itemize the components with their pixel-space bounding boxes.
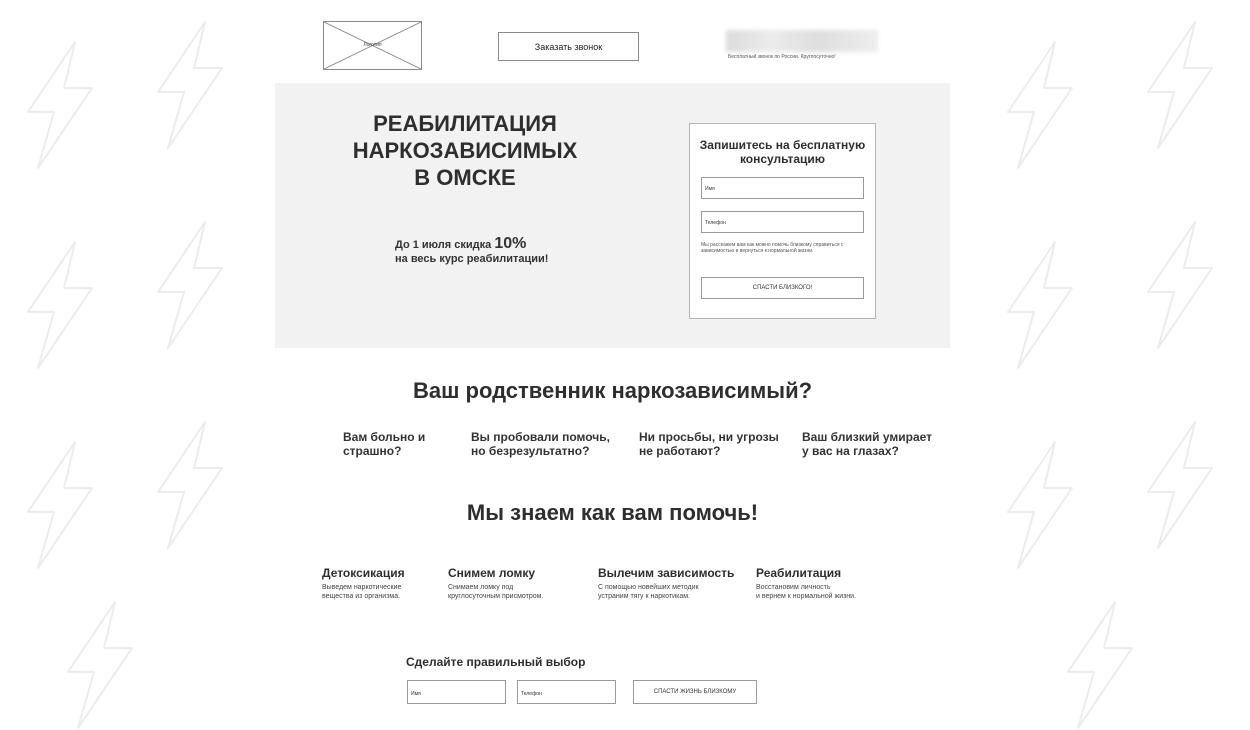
phone-note: Бесплатный звонок по России. Круглосуточно! [728, 54, 836, 60]
logo-placeholder[interactable] [323, 21, 422, 70]
phone-number-blurred [726, 30, 878, 52]
bolt-decoration-icon [1140, 20, 1220, 150]
service-desc-line: вещества из организма. [322, 593, 401, 600]
question-line: не работают? [639, 444, 721, 458]
service-item [598, 566, 734, 601]
phone-input[interactable]: Телефон [701, 211, 864, 233]
service-description [448, 583, 543, 601]
bottom-name-input[interactable]: Имя [407, 680, 506, 704]
consultation-form-title [690, 138, 875, 166]
bolt-decoration-icon [150, 20, 230, 150]
service-item [322, 566, 405, 601]
logo-label: Логотип [363, 42, 382, 48]
bolt-decoration-icon [1000, 440, 1080, 570]
hero-section [275, 83, 950, 348]
bolt-decoration-icon [1000, 40, 1080, 170]
hero-title-line: НАРКОЗАВИСИМЫХ [352, 138, 578, 163]
question-line: Вы пробовали помочь, [471, 430, 610, 444]
hero-title-line: В ОМСКЕ [414, 165, 516, 190]
bolt-decoration-icon [1140, 220, 1220, 350]
promo-line2: на весь курс реабилитации! [395, 253, 549, 265]
form-title-line: консультацию [739, 152, 826, 166]
name-input[interactable]: Имя [701, 177, 864, 199]
question-line: у вас на глазах? [802, 444, 899, 458]
bolt-decoration-icon [20, 240, 100, 370]
promo-text [395, 237, 595, 266]
bottom-phone-input[interactable]: Телефон [517, 680, 616, 704]
help-heading: Мы знаем как вам помочь! [466, 500, 759, 525]
problem-heading: Ваш родственник наркозависимый? [412, 378, 813, 403]
bolt-decoration-icon [150, 420, 230, 550]
question-item [471, 430, 610, 458]
form-title-line: Запишитесь на бесплатную [699, 138, 866, 152]
service-desc-line: круглосуточным присмотром. [448, 593, 544, 600]
question-line: страшно? [343, 444, 402, 458]
save-loved-one-button[interactable]: СПАСТИ БЛИЗКОГО! [701, 277, 864, 299]
bolt-decoration-icon [60, 600, 140, 730]
consultation-form [689, 123, 876, 319]
hero-title-line: РЕАБИЛИТАЦИЯ [373, 111, 557, 136]
service-item [448, 566, 543, 601]
bolt-decoration-icon [1060, 600, 1140, 730]
service-desc-line: Восстановим личность [756, 584, 831, 591]
question-item [639, 430, 779, 458]
service-desc-line: С помощью новейших методик [598, 584, 699, 591]
service-title: Реабилитация [756, 566, 842, 580]
service-description [322, 583, 405, 601]
order-callback-button[interactable]: Заказать звонок [498, 32, 639, 61]
bolt-decoration-icon [1000, 240, 1080, 370]
service-title: Снимем ломку [448, 566, 536, 580]
question-line: Ни просьбы, ни угрозы [639, 430, 779, 444]
service-desc-line: и вернем к нормальной жизни. [756, 593, 857, 600]
service-description [756, 583, 856, 601]
question-item [343, 430, 425, 458]
save-life-button[interactable]: СПАСТИ ЖИЗНЬ БЛИЗКОМУ [633, 680, 757, 704]
service-description [598, 583, 734, 601]
bolt-decoration-icon [20, 440, 100, 570]
bolt-decoration-icon [1140, 420, 1220, 550]
question-line: но безрезультатно? [471, 444, 590, 458]
choice-form-title: Сделайте правильный выбор [406, 655, 586, 669]
promo-discount: 10% [494, 235, 527, 252]
promo-prefix: До 1 июля скидка [395, 239, 495, 251]
service-desc-line: Снимаем ломку под [448, 584, 514, 591]
service-desc-line: устраним тягу к наркотикам. [598, 593, 690, 600]
bolt-decoration-icon [150, 220, 230, 350]
service-item [756, 566, 856, 601]
service-desc-line: Выведем наркотические [322, 584, 402, 591]
bolt-decoration-icon [20, 40, 100, 170]
service-title: Вылечим зависимость [598, 566, 735, 580]
question-line: Вам больно и [343, 430, 426, 444]
consultation-note: Мы расскажем вам как можно помочь близкому справиться с зависимостью и вернуться к нормальной жизни. [701, 242, 844, 254]
hero-title [335, 110, 595, 191]
question-item [802, 430, 932, 458]
question-line: Ваш близкий умирает [802, 430, 933, 444]
service-title: Детоксикация [322, 566, 405, 580]
landing-page [275, 0, 950, 713]
